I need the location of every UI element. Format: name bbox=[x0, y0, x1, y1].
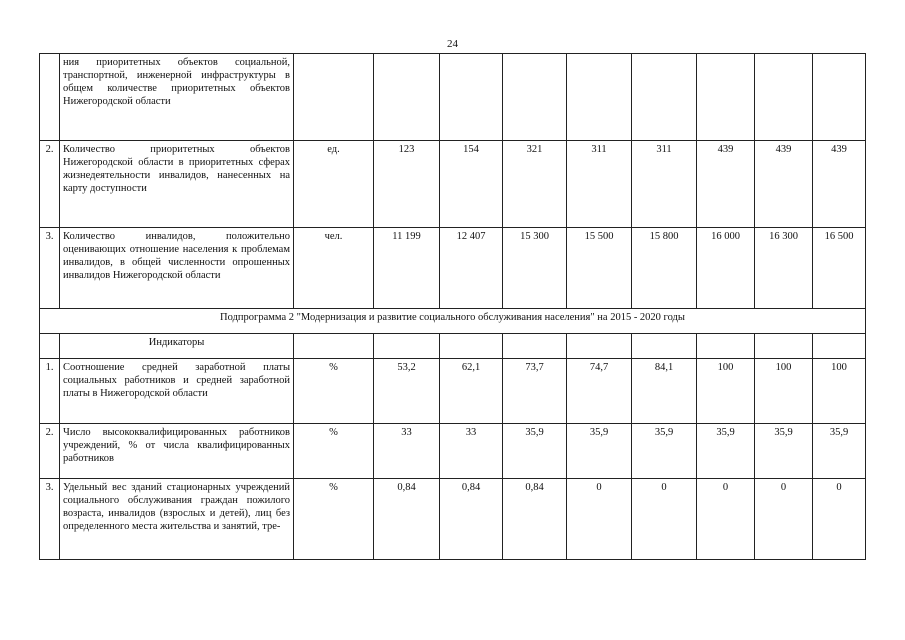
empty-cell bbox=[374, 334, 440, 359]
value-cell: 0,84 bbox=[374, 479, 440, 560]
value-cell: 53,2 bbox=[374, 359, 440, 424]
indicators-row bbox=[40, 334, 866, 359]
value-cell: 321 bbox=[503, 141, 567, 228]
table-part-2 bbox=[40, 359, 866, 560]
value-cell: 15 500 bbox=[567, 228, 632, 309]
value-cell: 0 bbox=[755, 479, 813, 560]
value-cell: 35,9 bbox=[755, 424, 813, 479]
value-cell: 16 500 bbox=[813, 228, 866, 309]
row-number bbox=[40, 54, 60, 141]
value-cell: 123 bbox=[374, 141, 440, 228]
value-cell: 84,1 bbox=[632, 359, 697, 424]
value-cell: 16 300 bbox=[755, 228, 813, 309]
value-cell: 35,9 bbox=[697, 424, 755, 479]
table-part-1 bbox=[40, 54, 866, 309]
value-cell bbox=[567, 54, 632, 141]
table-row bbox=[40, 359, 866, 424]
row-number: 3. bbox=[40, 479, 60, 560]
value-cell: 16 000 bbox=[697, 228, 755, 309]
indicators-table bbox=[39, 53, 866, 560]
value-cell: 0 bbox=[697, 479, 755, 560]
table-row bbox=[40, 228, 866, 309]
empty-cell bbox=[813, 334, 866, 359]
value-cell: 154 bbox=[440, 141, 503, 228]
value-cell bbox=[440, 54, 503, 141]
indicator-description: Количество приоритетных объектов Нижегородской области в приоритетных сферах жизнедеятельности инвалидов, нанесенных на карту доступности bbox=[60, 141, 294, 228]
table-row bbox=[40, 479, 866, 560]
value-cell: 35,9 bbox=[813, 424, 866, 479]
value-cell: 11 199 bbox=[374, 228, 440, 309]
value-cell: 0,84 bbox=[503, 479, 567, 560]
unit-cell: % bbox=[294, 479, 374, 560]
value-cell: 0 bbox=[567, 479, 632, 560]
unit-cell: ед. bbox=[294, 141, 374, 228]
empty-cell bbox=[294, 334, 374, 359]
indicators-label: Индикаторы bbox=[60, 334, 294, 359]
indicator-description: ния приоритетных объектов социальной, транспортной, инженерной инфраструктуры в общем количестве приоритетных объектов Нижегородской области bbox=[60, 54, 294, 141]
indicators-num-cell bbox=[40, 334, 60, 359]
value-cell: 439 bbox=[813, 141, 866, 228]
value-cell: 15 800 bbox=[632, 228, 697, 309]
row-number: 3. bbox=[40, 228, 60, 309]
empty-cell bbox=[755, 334, 813, 359]
indicator-description: Соотношение средней заработной платы социальных работников и средней заработной платы в Нижегородской области bbox=[60, 359, 294, 424]
value-cell: 100 bbox=[813, 359, 866, 424]
table-row bbox=[40, 54, 866, 141]
value-cell: 12 407 bbox=[440, 228, 503, 309]
value-cell: 33 bbox=[374, 424, 440, 479]
unit-cell: % bbox=[294, 359, 374, 424]
value-cell: 0 bbox=[632, 479, 697, 560]
indicator-description: Количество инвалидов, положительно оценивающих отношение населения к проблемам инвалидов, в общей численности опрошенных инвалидов Нижегородской области bbox=[60, 228, 294, 309]
value-cell: 311 bbox=[632, 141, 697, 228]
value-cell: 100 bbox=[697, 359, 755, 424]
value-cell: 35,9 bbox=[632, 424, 697, 479]
value-cell bbox=[755, 54, 813, 141]
row-number: 1. bbox=[40, 359, 60, 424]
section-title: Подпрограмма 2 "Модернизация и развитие социального обслуживания населения" на 2015 - 2020 годы bbox=[40, 309, 866, 334]
unit-cell: чел. bbox=[294, 228, 374, 309]
value-cell: 74,7 bbox=[567, 359, 632, 424]
value-cell bbox=[813, 54, 866, 141]
value-cell: 15 300 bbox=[503, 228, 567, 309]
value-cell bbox=[632, 54, 697, 141]
value-cell: 439 bbox=[755, 141, 813, 228]
value-cell bbox=[697, 54, 755, 141]
indicator-description: Число высококвалифицированных работников учреждений, % от числа квалифицированных работников bbox=[60, 424, 294, 479]
empty-cell bbox=[440, 334, 503, 359]
table-section bbox=[40, 309, 866, 359]
value-cell: 73,7 bbox=[503, 359, 567, 424]
value-cell bbox=[374, 54, 440, 141]
value-cell: 35,9 bbox=[503, 424, 567, 479]
value-cell: 0,84 bbox=[440, 479, 503, 560]
value-cell: 311 bbox=[567, 141, 632, 228]
row-number: 2. bbox=[40, 141, 60, 228]
value-cell: 0 bbox=[813, 479, 866, 560]
empty-cell bbox=[632, 334, 697, 359]
table-row bbox=[40, 141, 866, 228]
empty-cell bbox=[697, 334, 755, 359]
page-number: 24 bbox=[447, 38, 458, 50]
value-cell: 33 bbox=[440, 424, 503, 479]
value-cell: 62,1 bbox=[440, 359, 503, 424]
empty-cell bbox=[503, 334, 567, 359]
indicator-description: Удельный вес зданий стационарных учреждений социального обслуживания граждан пожилого возраста, инвалидов (взрослых и детей), лиц без определенного места жительства и занятий, тре- bbox=[60, 479, 294, 560]
unit-cell bbox=[294, 54, 374, 141]
empty-cell bbox=[567, 334, 632, 359]
value-cell: 100 bbox=[755, 359, 813, 424]
section-row bbox=[40, 309, 866, 334]
value-cell: 35,9 bbox=[567, 424, 632, 479]
value-cell bbox=[503, 54, 567, 141]
row-number: 2. bbox=[40, 424, 60, 479]
value-cell: 439 bbox=[697, 141, 755, 228]
table-row bbox=[40, 424, 866, 479]
unit-cell: % bbox=[294, 424, 374, 479]
